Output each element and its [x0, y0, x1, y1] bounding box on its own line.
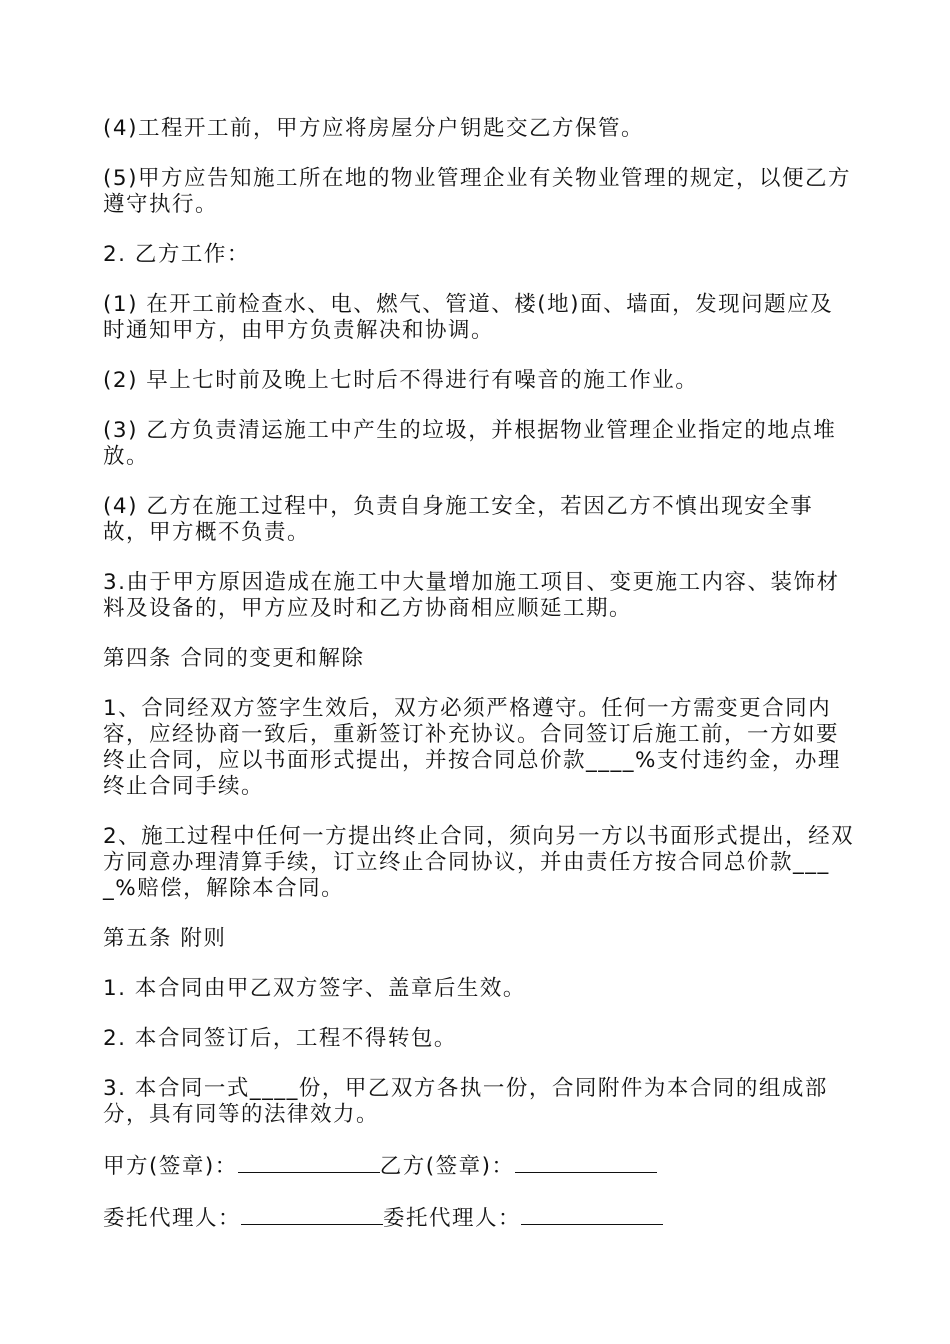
signature-row-parties: [103, 1152, 855, 1180]
clause-party-b-item-4: (4) 乙方在施工过程中，负责自身施工安全，若因乙方不慎出现安全事故，甲方概不负责。: [103, 494, 814, 545]
agent-a-label: 委托代理人：: [103, 1206, 242, 1231]
clause-party-a-item-4: (4)工程开工前，甲方应将房屋分户钥匙交乙方保管。: [103, 116, 644, 141]
article-4-heading: 第四条 合同的变更和解除: [103, 646, 365, 671]
clause-party-b-item-2: (2) 早上七时前及晚上七时后不得进行有噪音的施工作业。: [103, 368, 699, 393]
party-a-signature-label: 甲方(签章)：: [103, 1154, 238, 1179]
clause-party-b-item-1: (1) 在开工前检查水、电、燃气、管道、楼(地)面、墙面，发现问题应及时通知甲方，由甲方负责解决和协调。: [103, 292, 834, 343]
article-5-heading: 第五条 附则: [103, 926, 227, 951]
agent-b-label: 委托代理人：: [383, 1206, 522, 1231]
article-5-clause-3: 3. 本合同一式____份，甲乙双方各执一份，合同附件为本合同的组成部分，具有同等的法律效力。: [103, 1076, 828, 1127]
agent-b-signature-blank: [521, 1204, 663, 1225]
party-b-signature-label: 乙方(签章)：: [379, 1154, 515, 1179]
party-b-signature-blank: [515, 1152, 657, 1173]
article-4-clause-1: 1、合同经双方签字生效后，双方必须严格遵守。任何一方需变更合同内容，应经协商一致后，重新签订补充协议。合同签订后施工前，一方如要终止合同，应以书面形式提出，并按合同总价款____%支付违约金，办理终止合同手续。: [103, 696, 841, 799]
clause-3-schedule-extension: 3.由于甲方原因造成在施工中大量增加施工项目、变更施工内容、装饰材料及设备的，甲方应及时和乙方协商相应顺延工期。: [103, 570, 840, 621]
article-5-clause-2: 2. 本合同签订后，工程不得转包。: [103, 1026, 457, 1051]
signature-row-agents: [103, 1204, 855, 1232]
article-4-clause-2: 2、施工过程中任何一方提出终止合同，须向另一方以书面形式提出，经双方同意办理清算手续，订立终止合同协议，并由责任方按合同总价款____%赔偿，解除本合同。: [103, 824, 855, 901]
document-body: [103, 116, 855, 1256]
party-a-signature-blank: [238, 1152, 380, 1173]
clause-party-b-item-3: (3) 乙方负责清运施工中产生的垃圾，并根据物业管理企业指定的地点堆放。: [103, 418, 837, 469]
section-party-b-work: 2. 乙方工作：: [103, 242, 250, 267]
agent-a-signature-blank: [241, 1204, 383, 1225]
article-5-clause-1: 1. 本合同由甲乙双方签字、盖章后生效。: [103, 976, 526, 1001]
clause-party-a-item-5: (5)甲方应告知施工所在地的物业管理企业有关物业管理的规定，以便乙方遵守执行。: [103, 166, 851, 217]
